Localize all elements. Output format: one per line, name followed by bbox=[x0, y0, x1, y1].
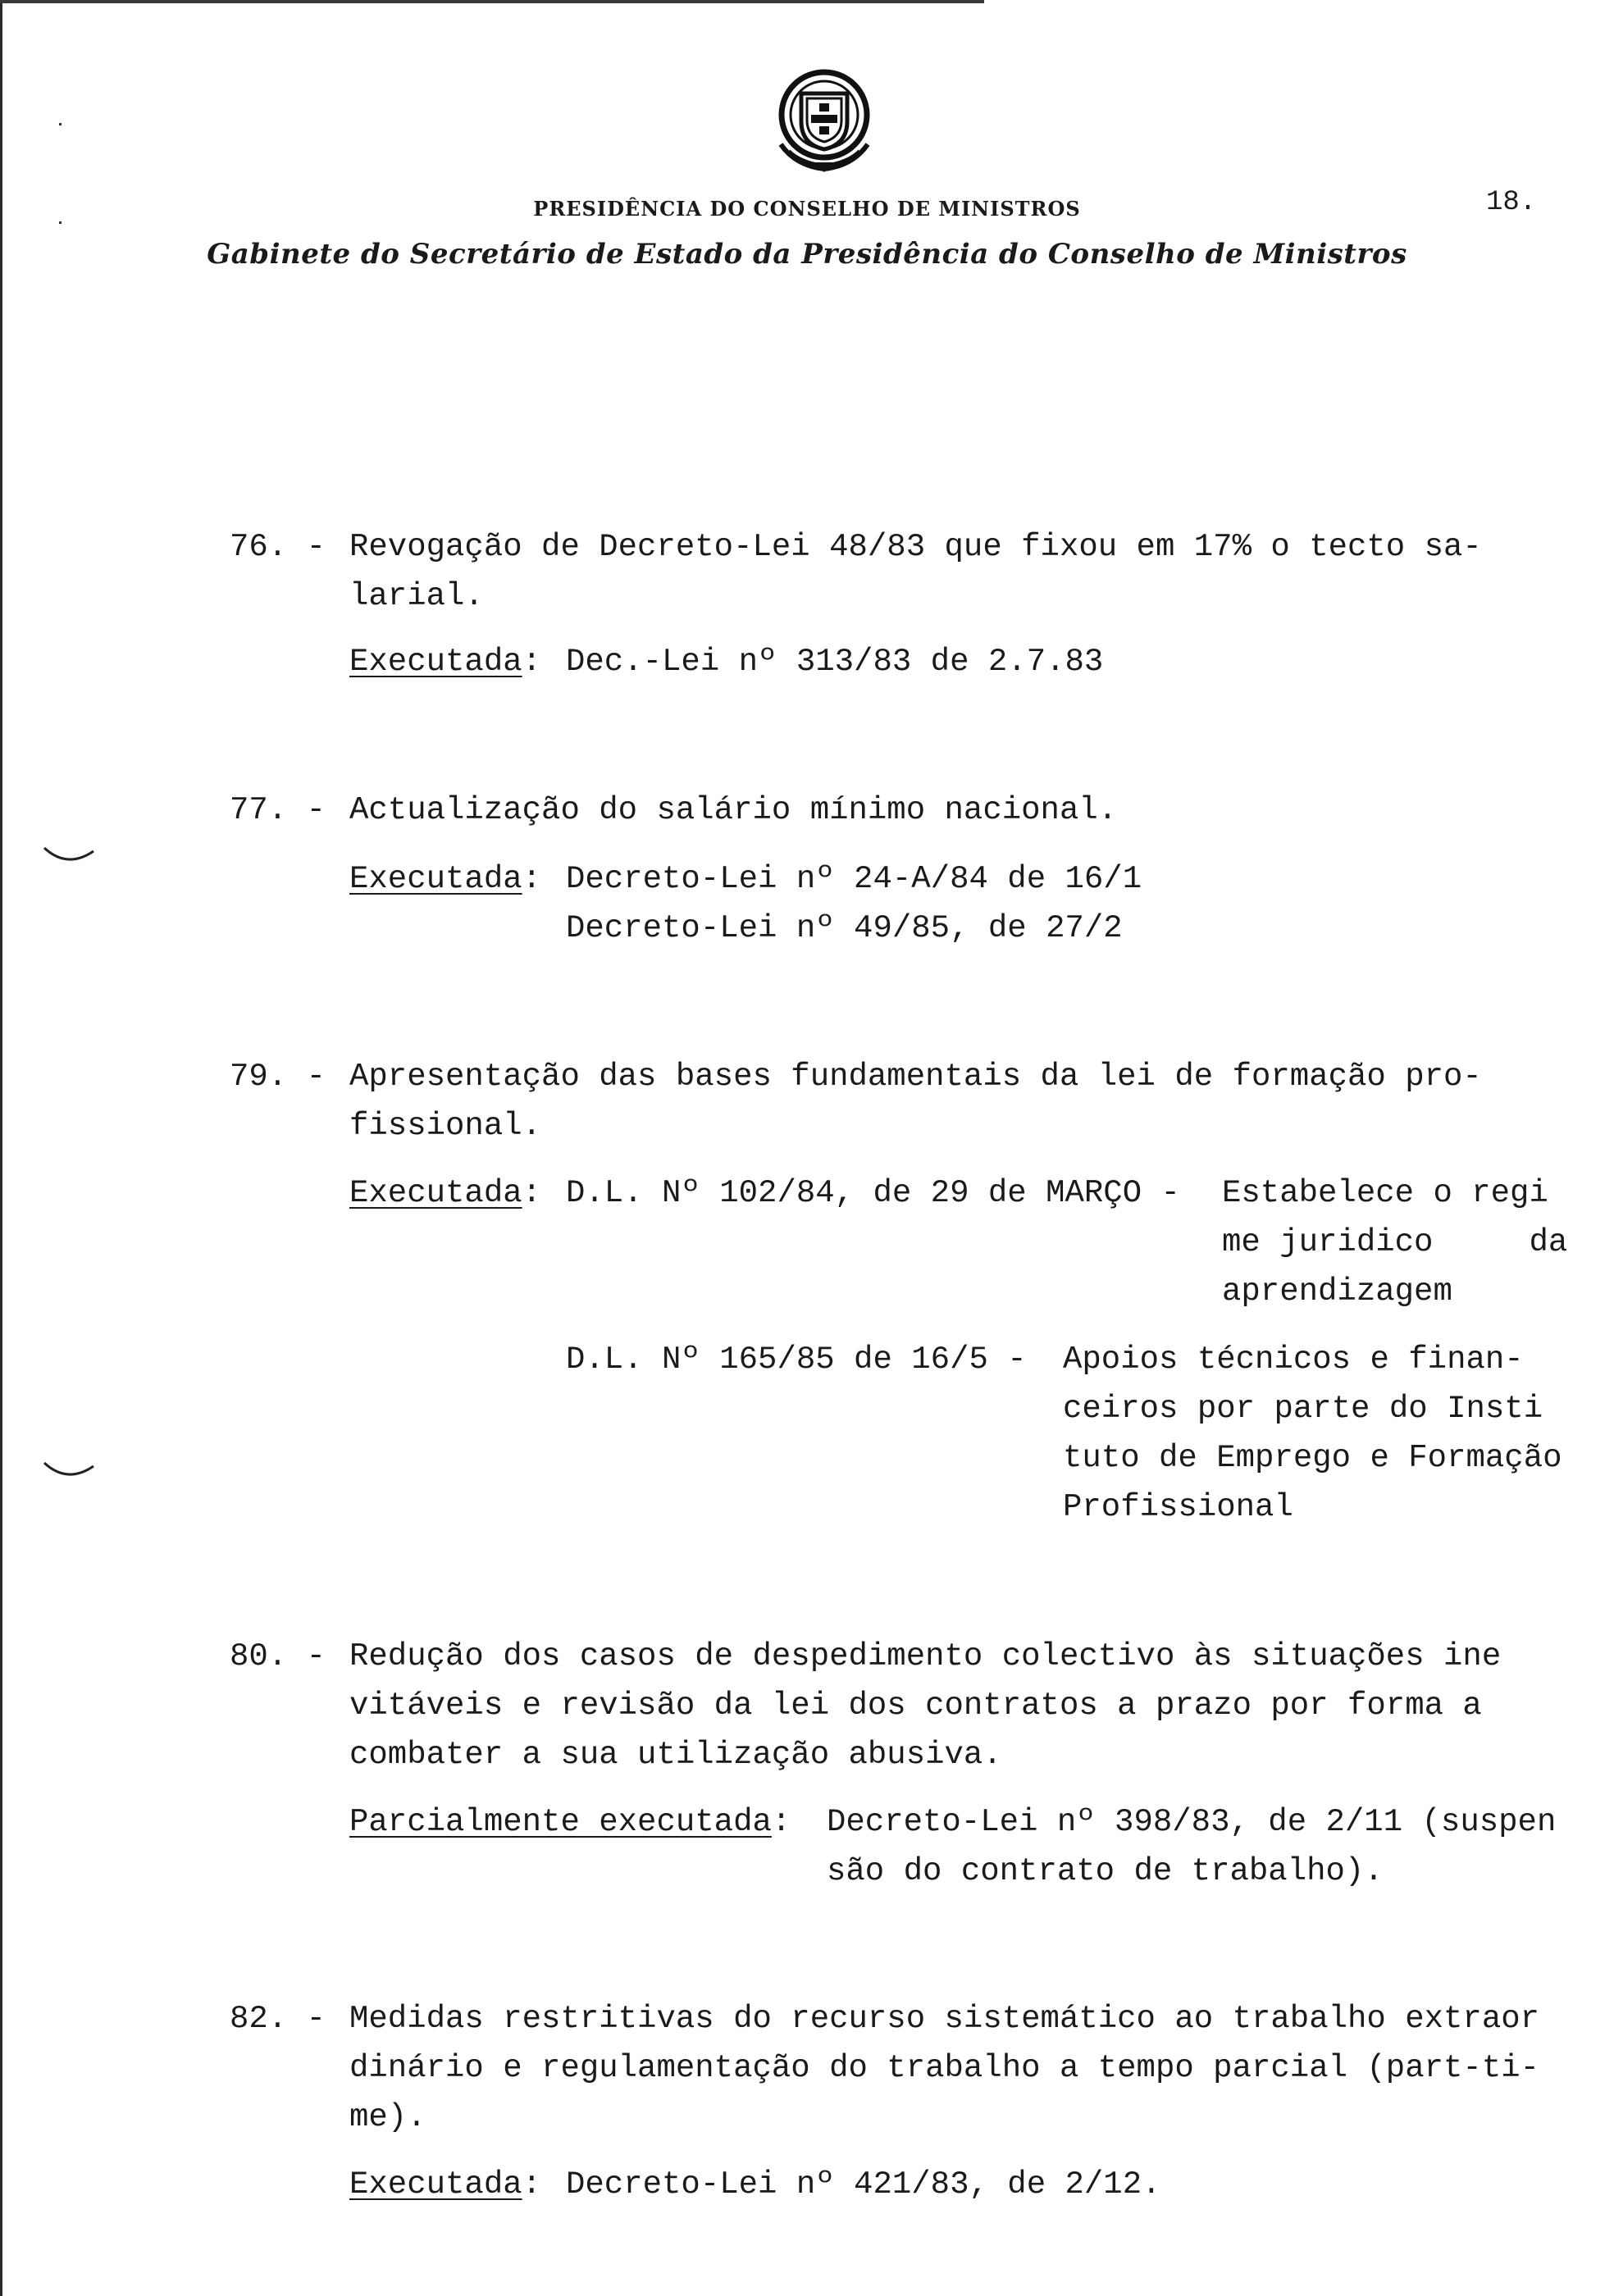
item-text-line: vitáveis e revisão da lei dos contratos a prazo por forma a bbox=[349, 1688, 1482, 1724]
margin-dot bbox=[59, 221, 62, 224]
item-number: 77. - bbox=[230, 792, 326, 828]
margin-punch-mark bbox=[41, 845, 98, 869]
status-row: Executada: bbox=[349, 644, 542, 680]
status-detail: Decreto-Lei nº 49/85, de 27/2 bbox=[566, 910, 1123, 946]
institution-title: PRESIDÊNCIA DO CONSELHO DE MINISTROS bbox=[533, 197, 1081, 221]
status-label: Executada bbox=[349, 644, 522, 680]
status-label: Executada bbox=[349, 861, 522, 897]
status-label: Parcialmente executada bbox=[349, 1804, 772, 1840]
status-row: Executada: bbox=[349, 861, 542, 897]
status-row: Executada: bbox=[349, 1175, 542, 1211]
law-description: me juridico da bbox=[1222, 1224, 1568, 1260]
status-label: Executada bbox=[349, 2166, 522, 2203]
status-row: Parcialmente executada: bbox=[349, 1804, 791, 1840]
status-detail: Decreto-Lei nº 398/83, de 2/11 (suspen bbox=[827, 1804, 1557, 1840]
item-text-line: combater a sua utilização abusiva. bbox=[349, 1737, 1002, 1773]
status-label: Executada bbox=[349, 1175, 522, 1211]
page-number: 18. bbox=[1486, 187, 1537, 218]
law-description: Estabelece o regi bbox=[1222, 1175, 1548, 1211]
item-number: 82. - bbox=[230, 2001, 326, 2037]
page-edge bbox=[0, 0, 2, 2296]
status-detail: Decreto-Lei nº 421/83, de 2/12. bbox=[566, 2166, 1161, 2203]
status-row: Executada: bbox=[349, 2166, 542, 2203]
margin-dot bbox=[59, 123, 62, 125]
status-detail: Decreto-Lei nº 24-A/84 de 16/1 bbox=[566, 861, 1142, 897]
law-description: ceiros por parte do Insti bbox=[1063, 1391, 1543, 1427]
item-text-line: Medidas restritivas do recurso sistemático ao trabalho extraor bbox=[349, 2001, 1540, 2037]
item-number: 79. - bbox=[230, 1059, 326, 1095]
item-text-line: Redução dos casos de despedimento colectivo às situações ine bbox=[349, 1638, 1502, 1674]
law-reference: D.L. Nº 102/84, de 29 de MARÇO - bbox=[566, 1175, 1180, 1211]
law-description: Apoios técnicos e finan- bbox=[1063, 1342, 1524, 1378]
law-description: Profissional bbox=[1063, 1489, 1293, 1525]
status-detail: são do contrato de trabalho). bbox=[827, 1853, 1384, 1889]
item-text-line: fissional. bbox=[349, 1108, 542, 1144]
law-description: aprendizagem bbox=[1222, 1273, 1452, 1310]
item-text-line: Actualização do salário mínimo nacional. bbox=[349, 792, 1118, 828]
item-text-line: larial. bbox=[349, 578, 484, 614]
status-detail: Dec.-Lei nº 313/83 de 2.7.83 bbox=[566, 644, 1104, 680]
item-number: 76. - bbox=[230, 529, 326, 565]
item-text-line: dinário e regulamentação do trabalho a tempo parcial (part-ti- bbox=[349, 2050, 1540, 2086]
item-text-line: me). bbox=[349, 2099, 426, 2135]
item-text-line: Apresentação das bases fundamentais da lei de formação pro- bbox=[349, 1059, 1482, 1095]
law-description: tuto de Emprego e Formação bbox=[1063, 1440, 1562, 1476]
item-number: 80. - bbox=[230, 1638, 326, 1674]
page-edge-top bbox=[0, 0, 984, 3]
margin-punch-mark bbox=[41, 1460, 98, 1484]
item-text-line: Revogação de Decreto-Lei 48/83 que fixou em 17% o tecto sa- bbox=[349, 529, 1482, 565]
law-reference: D.L. Nº 165/85 de 16/5 - bbox=[566, 1342, 1027, 1378]
office-subtitle: Gabinete do Secretário de Estado da Presidência do Conselho de Ministros bbox=[207, 238, 1407, 271]
coat-of-arms-icon bbox=[774, 66, 874, 175]
